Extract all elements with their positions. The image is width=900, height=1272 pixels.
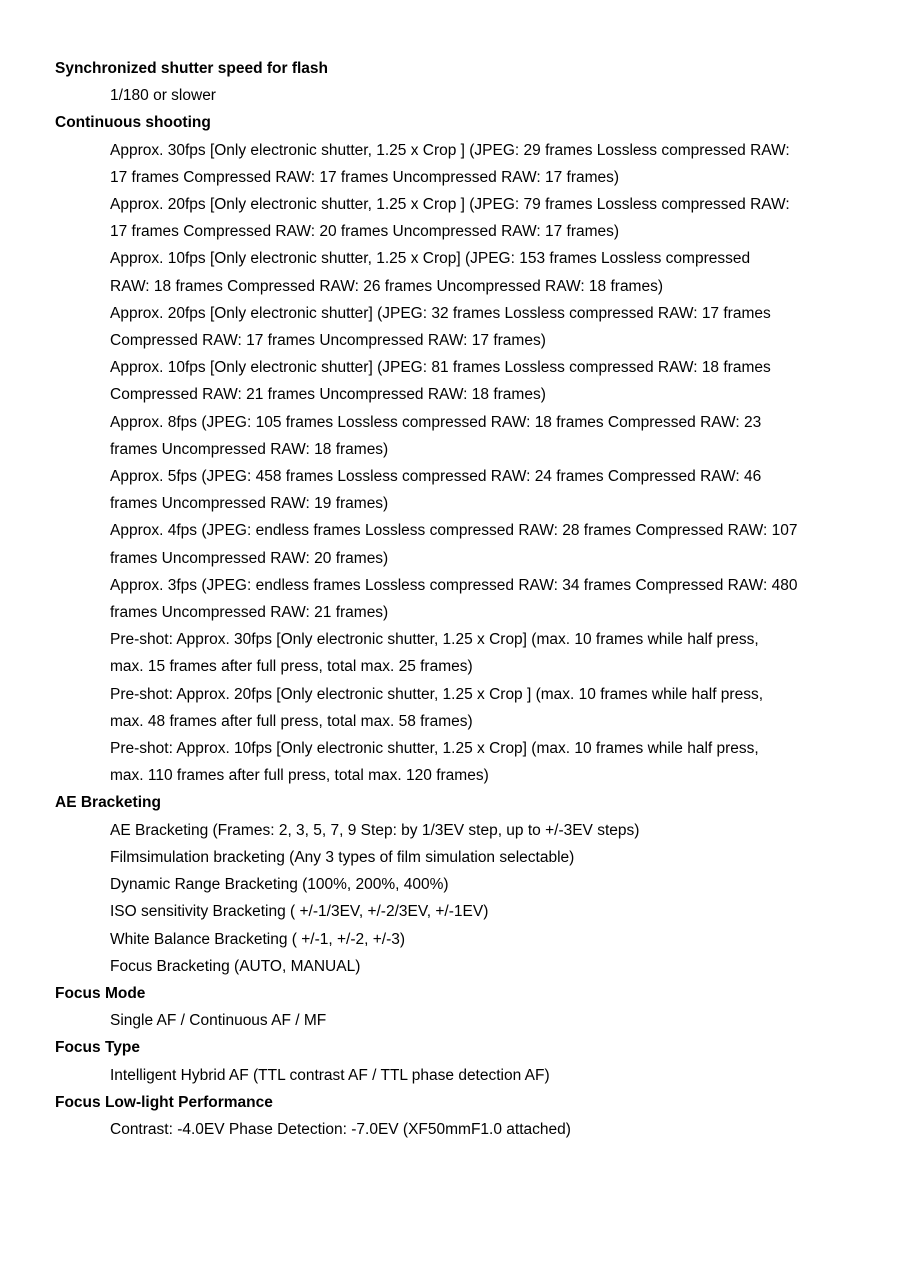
spec-value: White Balance Bracketing ( +/-1, +/-2, +/-3) bbox=[110, 930, 406, 948]
spec-value: Approx. 4fps (JPEG: endless frames Lossless compressed RAW: 28 frames Compressed RAW: 107 frames Uncompressed RAW: 20 frames) bbox=[110, 522, 798, 567]
spec-section-flash-sync bbox=[55, 55, 855, 109]
spec-value: Approx. 10fps [Only electronic shutter, 1.25 x Crop] (JPEG: 153 frames Lossless compressed RAW: 18 frames Compressed RAW: 26 frames Uncompressed RAW: 18 frames) bbox=[110, 250, 751, 295]
spec-value: Approx. 20fps [Only electronic shutter, 1.25 x Crop ] (JPEG: 79 frames Lossless compressed RAW: 17 frames Compressed RAW: 20 frames Uncompressed RAW: 17 frames) bbox=[110, 196, 790, 241]
spec-value: Contrast: -4.0EV Phase Detection: -7.0EV (XF50mmF1.0 attached) bbox=[110, 1120, 571, 1138]
spec-value: Pre-shot: Approx. 10fps [Only electronic shutter, 1.25 x Crop] (max. 10 frames while half press, max. 110 frames after full press, total max. 120 frames) bbox=[110, 740, 759, 785]
spec-section-focus-mode bbox=[55, 980, 855, 1034]
spec-value: Intelligent Hybrid AF (TTL contrast AF / TTL phase detection AF) bbox=[110, 1066, 550, 1084]
spec-value: Dynamic Range Bracketing (100%, 200%, 400%) bbox=[110, 876, 449, 894]
spec-value: Focus Bracketing (AUTO, MANUAL) bbox=[110, 957, 361, 975]
spec-value: AE Bracketing (Frames: 2, 3, 5, 7, 9 Step: by 1/3EV step, up to +/-3EV steps) bbox=[110, 821, 640, 839]
spec-value: Approx. 10fps [Only electronic shutter] (JPEG: 81 frames Lossless compressed RAW: 18 frames Compressed RAW: 21 frames Uncompressed RAW: 18 frames) bbox=[110, 359, 771, 404]
spec-value: Pre-shot: Approx. 20fps [Only electronic shutter, 1.25 x Crop ] (max. 10 frames while half press, max. 48 frames after full press, total max. 58 frames) bbox=[110, 685, 764, 730]
spec-value: Approx. 8fps (JPEG: 105 frames Lossless compressed RAW: 18 frames Compressed RAW: 23 frames Uncompressed RAW: 18 frames) bbox=[110, 413, 762, 458]
spec-label: Focus Low-light Performance bbox=[55, 1093, 273, 1111]
spec-value: Approx. 3fps (JPEG: endless frames Lossless compressed RAW: 34 frames Compressed RAW: 480 frames Uncompressed RAW: 21 frames) bbox=[110, 576, 798, 622]
spec-label: AE Bracketing bbox=[55, 794, 161, 812]
spec-value: Approx. 30fps [Only electronic shutter, 1.25 x Crop ] (JPEG: 29 frames Lossless compressed RAW: 17 frames Compressed RAW: 17 frames Uncompressed RAW: 17 frames) bbox=[110, 141, 790, 186]
spec-section-focus-low-light bbox=[55, 1089, 855, 1143]
spec-section-focus-type bbox=[55, 1034, 855, 1088]
spec-value: Pre-shot: Approx. 30fps [Only electronic shutter, 1.25 x Crop] (max. 10 frames while half press, max. 15 frames after full press, total max. 25 frames) bbox=[110, 631, 759, 676]
spec-label: Focus Type bbox=[55, 1039, 140, 1057]
spec-value: 1/180 or slower bbox=[110, 87, 216, 105]
spec-value: Approx. 20fps [Only electronic shutter] (JPEG: 32 frames Lossless compressed RAW: 17 frames Compressed RAW: 17 frames Uncompressed RAW: 17 frames) bbox=[110, 304, 771, 350]
spec-section-ae-bracketing bbox=[55, 789, 855, 979]
spec-section-continuous-shooting bbox=[55, 109, 855, 789]
spec-value: Filmsimulation bracketing (Any 3 types of film simulation selectable) bbox=[110, 848, 575, 866]
spec-value: Single AF / Continuous AF / MF bbox=[110, 1012, 327, 1030]
spec-sheet bbox=[55, 55, 855, 1143]
spec-label: Focus Mode bbox=[55, 984, 146, 1002]
spec-value: ISO sensitivity Bracketing ( +/-1/3EV, +/-2/3EV, +/-1EV) bbox=[110, 903, 489, 921]
spec-label: Synchronized shutter speed for flash bbox=[55, 60, 329, 77]
spec-label: Continuous shooting bbox=[55, 114, 211, 132]
spec-value: Approx. 5fps (JPEG: 458 frames Lossless compressed RAW: 24 frames Compressed RAW: 46 frames Uncompressed RAW: 19 frames) bbox=[110, 468, 762, 513]
